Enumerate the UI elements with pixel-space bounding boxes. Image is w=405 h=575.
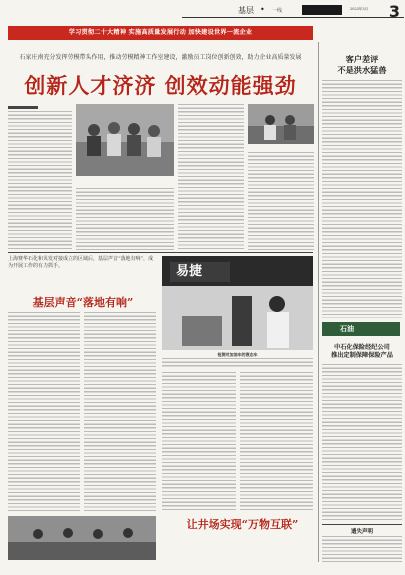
byline-bar bbox=[8, 106, 38, 109]
section2-photo bbox=[8, 516, 156, 560]
sidebar-commentary-title: 客户差评 不是洪水猛兽 bbox=[337, 54, 387, 75]
sidebar-banner-label: 石油 bbox=[340, 325, 354, 333]
brand-sign: 易捷 bbox=[176, 264, 203, 279]
masthead-left-info bbox=[8, 6, 158, 11]
masthead bbox=[182, 2, 404, 21]
meeting-photo-icon bbox=[8, 516, 156, 560]
section2-quote: 上海赛华石化和贝发对接成立的区域后，基层声音“落地有响”，成为开展工作的有力抓手。 bbox=[8, 256, 154, 269]
notice-text bbox=[322, 536, 402, 562]
station-photo-caption-title: 检测对加油车的液态车 bbox=[217, 352, 258, 357]
notice-divider bbox=[322, 524, 402, 525]
worker-photo-icon bbox=[248, 104, 314, 144]
section2-column-1 bbox=[8, 312, 80, 512]
lead-column-1 bbox=[8, 104, 72, 250]
section2-headline: 基层声音“落地有响” bbox=[32, 296, 134, 309]
sidebar-insurance-title: 中石化保险经纪公司 推出定制保障保险产品 bbox=[331, 344, 393, 359]
sidebar-insurance-text bbox=[322, 364, 402, 520]
section2-column-2 bbox=[84, 312, 156, 512]
right-top-photo bbox=[248, 104, 314, 144]
page-number: 3 bbox=[388, 2, 400, 21]
sidebar-column-banner bbox=[322, 322, 400, 336]
station-photo-caption bbox=[162, 358, 313, 368]
lead-column-4 bbox=[248, 152, 314, 250]
section-dot: • bbox=[260, 5, 265, 14]
lead-headline: 创新人才济济 创效动能强劲 bbox=[24, 73, 297, 98]
newspaper-logo bbox=[302, 5, 342, 15]
section3-headline: 让井场实现“万物互联” bbox=[186, 518, 299, 531]
notice-title: 遗失声明 bbox=[350, 529, 373, 535]
section-divider bbox=[8, 252, 313, 253]
lead-column-2 bbox=[76, 188, 174, 250]
section2-column-4 bbox=[240, 372, 313, 512]
body-text-block bbox=[8, 111, 72, 250]
section-sub: 一线 bbox=[272, 8, 283, 14]
lead-photo bbox=[76, 104, 174, 176]
section2-column-3 bbox=[162, 372, 236, 512]
lead-kicker: 石家庄南充分发挥劳模带头作用，推动劳模精神工作室建设，激励员工岗位创新创效，助力企业高质量发展 bbox=[19, 54, 302, 61]
sidebar-commentary-text bbox=[322, 80, 402, 318]
theme-banner: 学习贯彻二十大精神 实施高质量发展行动 加快建设世界一流企业 bbox=[8, 26, 313, 40]
station-photo bbox=[162, 256, 313, 350]
issue-date: 2023年3月 bbox=[350, 7, 369, 11]
sidebar-divider bbox=[318, 42, 319, 562]
lead-column-3 bbox=[178, 104, 244, 250]
people-photo-icon bbox=[76, 104, 174, 176]
section-name: 基层 bbox=[238, 6, 254, 15]
